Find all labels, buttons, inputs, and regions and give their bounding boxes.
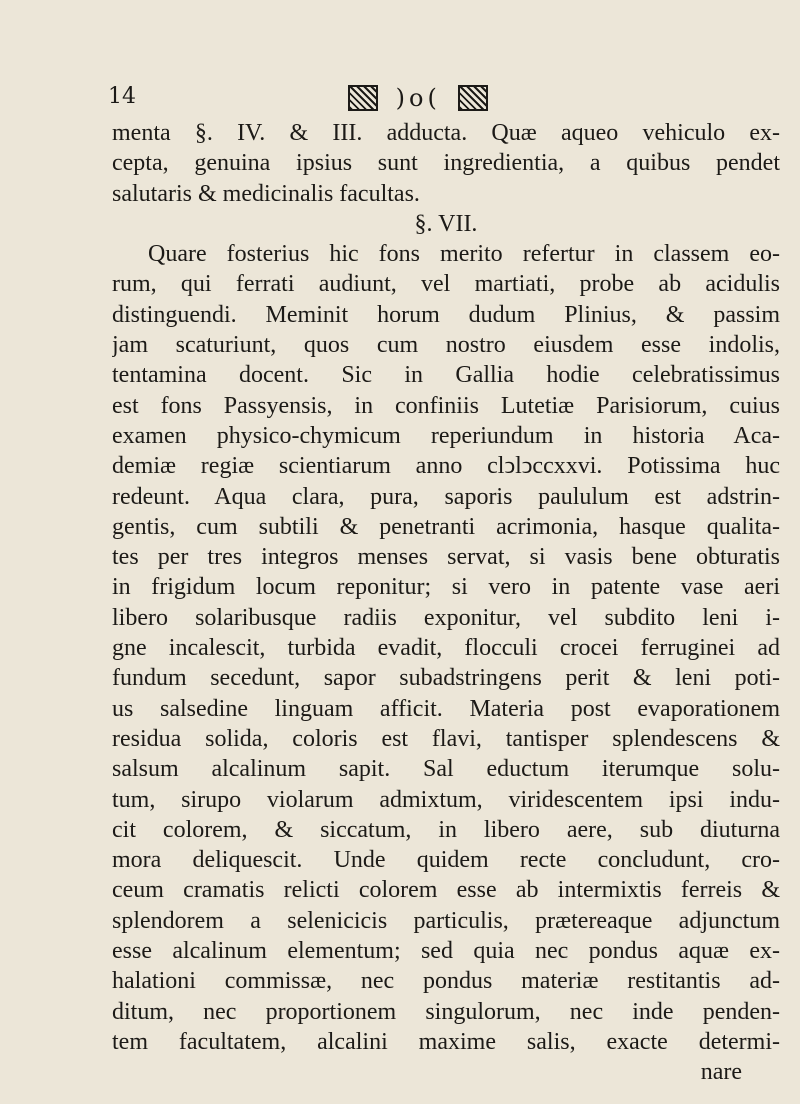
text-body xyxy=(112,118,780,1088)
catchword: nare xyxy=(700,1059,742,1086)
text-line: redeunt. Aqua clara, pura, saporis paululum est adstrin- xyxy=(112,483,780,510)
text-line: cit colorem, & siccatum, in libero aere, sub diuturna xyxy=(112,816,780,843)
text-line: splendorem a selenicicis particulis, prætereaque adjunctum xyxy=(112,907,780,934)
text-line: distinguendi. Meminit horum dudum Plinius, & passim xyxy=(112,301,780,328)
text-line: salsum alcalinum sapit. Sal eductum iterumque solu- xyxy=(112,756,780,783)
text-line: gne incalescit, turbida evadit, flocculi crocei ferruginei ad xyxy=(112,635,780,662)
text-line: rum, qui ferrati audiunt, vel martiati, probe ab acidulis xyxy=(112,271,780,298)
text-line: mora deliquescit. Unde quidem recte concludunt, cro- xyxy=(112,847,780,874)
text-line: ditum, nec proportionem singulorum, nec inde penden- xyxy=(112,998,780,1025)
section-heading: §. VII. xyxy=(414,210,478,237)
text-line: in frigidum locum reponitur; si vero in patente vase aeri xyxy=(112,574,780,601)
text-line: salutaris & medicinalis facultas. xyxy=(112,180,420,207)
text-line: Quare fosterius hic fons merito refertur in classem eo- xyxy=(148,241,780,268)
text-line: esse alcalinum elementum; sed quia nec pondus aquæ ex- xyxy=(112,938,780,965)
text-line: ceum cramatis relicti colorem esse ab intermixtis ferreis & xyxy=(112,877,780,904)
ornament-center: )o( xyxy=(395,83,441,112)
text-line: examen physico-chymicum reperiundum in historia Aca- xyxy=(112,422,780,449)
header-ornament xyxy=(348,82,488,112)
text-line: demiæ regiæ scientiarum anno clↄlↄccxxvi. Potissima huc xyxy=(112,453,780,480)
text-line: halationi commissæ, nec pondus materiæ restitantis ad- xyxy=(112,968,780,995)
text-line: us salsedine linguam afficit. Materia post evaporationem xyxy=(112,695,780,722)
text-line: tes per tres integros menses servat, si vasis bene obturatis xyxy=(112,544,780,571)
ornament-block-left-icon xyxy=(348,85,378,111)
text-line: fundum secedunt, sapor subadstringens perit & leni poti- xyxy=(112,665,780,692)
text-line: menta §. IV. & III. adducta. Quæ aqueo vehiculo ex- xyxy=(112,120,780,146)
text-line: tentamina docent. Sic in Gallia hodie celebratissimus xyxy=(112,362,780,389)
text-line: est fons Passyensis, in confiniis Lutetiæ Parisiorum, cuius xyxy=(112,392,780,419)
page-number: 14 xyxy=(108,84,136,109)
text-line: cepta, genuina ipsius sunt ingredientia, a quibus pendet xyxy=(112,150,780,177)
text-line: libero solaribusque radiis exponitur, vel subdito leni i- xyxy=(112,604,780,631)
ornament-block-right-icon xyxy=(458,85,488,111)
text-line: gentis, cum subtili & penetranti acrimonia, hasque qualita- xyxy=(112,513,780,540)
page-header xyxy=(0,80,800,116)
text-line: jam scaturiunt, quos cum nostro eiusdem esse indolis, xyxy=(112,332,780,359)
text-line: tem facultatem, alcalini maxime salis, exacte determi- xyxy=(112,1028,780,1055)
text-line: tum, sirupo violarum admixtum, viridescentem ipsi indu- xyxy=(112,786,780,813)
text-line: residua solida, coloris est flavi, tantisper splendescens & xyxy=(112,725,780,752)
